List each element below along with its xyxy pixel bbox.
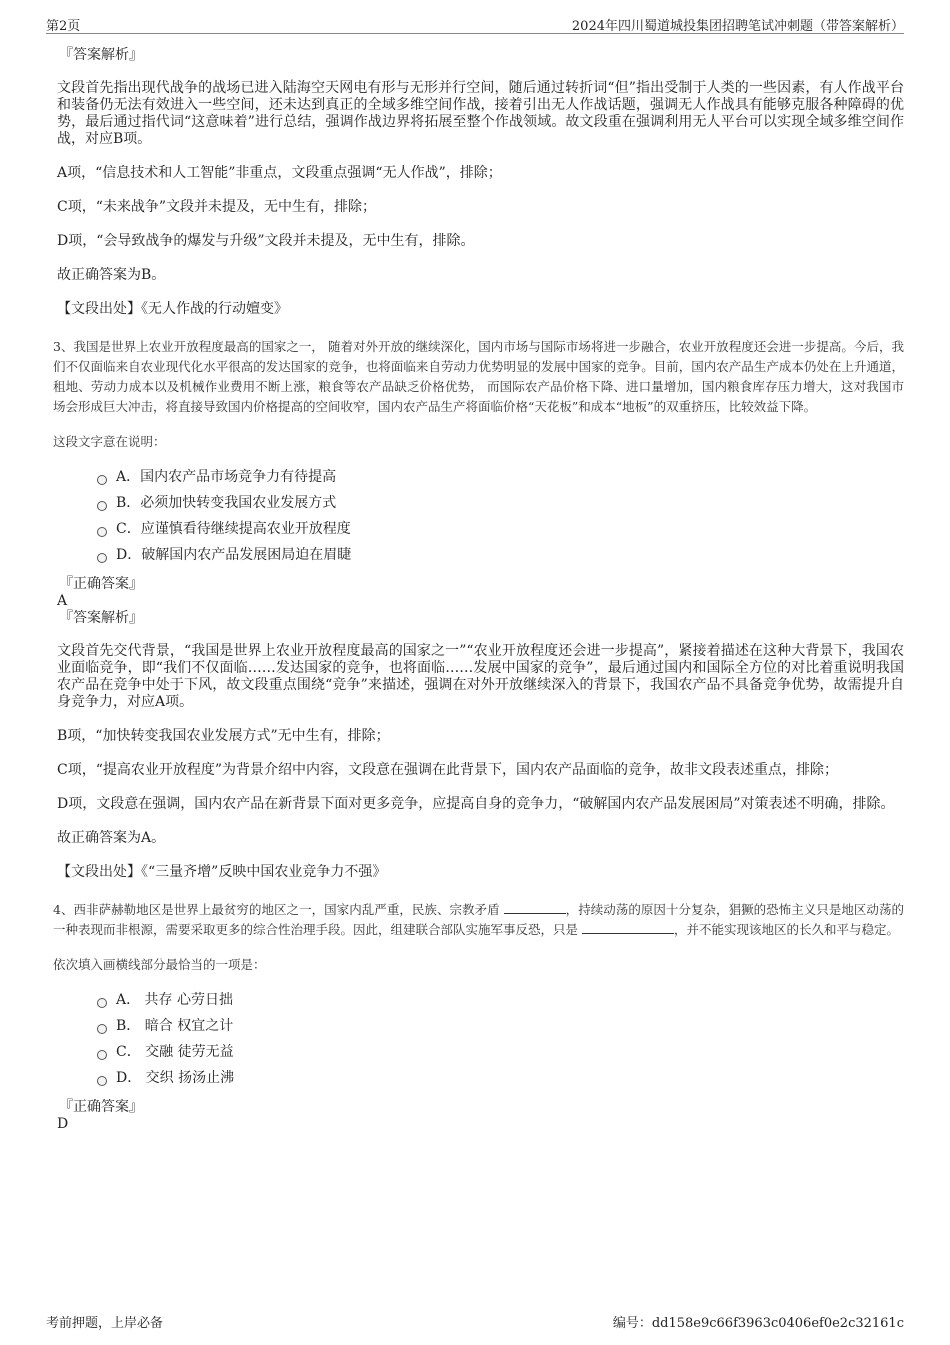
q3-option-c-label: C．应谨慎看待继续提高农业开放程度 [116, 521, 351, 537]
q4-option-c[interactable] [97, 1039, 904, 1065]
q3-option-b[interactable] [97, 490, 904, 516]
radio-icon[interactable] [97, 1050, 107, 1060]
radio-icon[interactable] [97, 501, 107, 511]
q4-stem-part2: ，持续动荡的原因十分复杂，猖獗的恐怖主义只是地区动荡的一种表现而非根源，需要采取更多的综合性治理手段。因此，组建联合部队实施军事反恐，只是 [53, 902, 904, 937]
blank-line-2 [582, 921, 674, 934]
q2-source: 【文段出处】《无人作战的行动嬗变》 [57, 301, 288, 317]
radio-icon[interactable] [97, 553, 107, 563]
q3-option-b-label: B．必须加快转变我国农业发展方式 [116, 495, 337, 511]
q3-option-c-note: C项，“提高农业开放程度”为背景介绍中内容，文段意在强调在此背景下，国内农产品面临的竞争，故非文段表述重点，排除； [57, 762, 839, 778]
q4-option-d-label: D． 交织 扬汤止沸 [116, 1070, 235, 1086]
q3-option-d-label: D．破解国内农产品发展困局迫在眉睫 [116, 547, 352, 563]
page-number: 第2页 [46, 19, 81, 34]
document-id: 编号：dd158e9c66f3963c0406ef0e2c32161c [612, 1316, 904, 1331]
q3-analysis-text: 文段首先交代背景，“我国是世界上农业开放程度最高的国家之一”“农业开放程度还会进一步提高”，紧接着描述在这种大背景下，我国农业面临竞争，即“我们不仅面临……发达国家的竞争，也将面临……发展中国家的竞争”，最后通过国内和国际全方位的对比着重说明我国农产品在竞争中处于下风，故文段重点围绕“竞争”来描述，强调在对外开放继续深入的背景下，我国农产品不具备竞争优势，故需提升自身竞争力，对应A项。 [57, 643, 904, 710]
q3-source: 【文段出处】《“三量齐增”反映中国农业竞争力不强》 [57, 864, 387, 880]
q3-answer: A [57, 593, 68, 609]
q3-answer-label: 『正确答案』 [59, 576, 143, 592]
q3-conclusion: 故正确答案为A。 [57, 830, 166, 846]
q3-question: 这段文字意在说明： [53, 434, 166, 449]
q3-options [57, 464, 904, 568]
q2-conclusion: 故正确答案为B。 [57, 267, 166, 283]
q3-stem: 3、我国是世界上农业开放程度最高的国家之一， 随着对外开放的继续深化，国内市场与国际市场将进一步融合，农业开放程度还会进一步提高。今后，我们不仅面临来自农业现代化水平很高的发达国家的竞争，也将面临来自劳动力优势明显的发展中国家的竞争。目前，国内农产品生产成本仍处在上升通道，租地、劳动力成本以及机械作业费用不断上涨，粮食等农产品缺乏价格优势， 而国际农产品价格下降、进口量增加，国内粮食库存压力增大，这对我国市场会形成巨大冲击，将直接导致国内价格提高的空间收窄，国内农产品生产将面临价格“天花板”和成本“地板”的双重挤压，比较效益下降。 [53, 339, 904, 414]
document-title: 2024年四川蜀道城投集团招聘笔试冲刺题（带答案解析） [571, 19, 904, 34]
page-header [46, 13, 904, 34]
radio-icon[interactable] [97, 1076, 107, 1086]
footer-slogan: 考前押题，上岸必备 [46, 1316, 164, 1331]
main-content [53, 47, 904, 1133]
q4-option-b-label: B． 暗合 权宜之计 [116, 1018, 234, 1034]
q4-option-a[interactable] [97, 987, 904, 1013]
q3-option-d-note: D项，文段意在强调，国内农产品在新背景下面对更多竞争，应提高自身的竞争力，“破解国内农产品发展困局”对策表述不明确，排除。 [57, 796, 895, 812]
radio-icon[interactable] [97, 475, 107, 485]
blank-line-1 [504, 901, 566, 914]
q3-analysis-label: 『答案解析』 [59, 610, 143, 626]
radio-icon[interactable] [97, 998, 107, 1008]
q2-analysis-text: 文段首先指出现代战争的战场已进入陆海空天网电有形与无形并行空间，随后通过转折词“但”指出受制于人类的一些因素，有人作战平台和装备仍无法有效进入一些空间，还未达到真正的全域多维空间作战，接着引出无人作战话题，强调无人作战具有能够克服各种障碍的优势，最后通过指代词“这意味着”进行总结，强调作战边界将拓展至整个作战领域。故文段重在强调利用无人平台可以实现全域多维空间作战，对应B项。 [57, 80, 904, 147]
q4-option-c-label: C． 交融 徒劳无益 [116, 1044, 234, 1060]
q4-answer-label: 『正确答案』 [59, 1099, 143, 1115]
q3-option-a[interactable] [97, 464, 904, 490]
q3-option-d[interactable] [97, 542, 904, 568]
q4-options [57, 987, 904, 1091]
q4-answer: D [57, 1116, 69, 1132]
q3-option-a-label: A．国内农产品市场竞争力有待提高 [116, 469, 337, 485]
q2-analysis-label: 『答案解析』 [59, 47, 143, 63]
q4-option-d[interactable] [97, 1065, 904, 1091]
q4-question: 依次填入画横线部分最恰当的一项是： [53, 957, 266, 972]
q2-option-c-note: C项，“未来战争”文段并未提及，无中生有，排除； [57, 199, 377, 215]
q3-option-c[interactable] [97, 516, 904, 542]
q4-stem-part3: ，并不能实现该地区的长久和平与稳定。 [673, 922, 899, 937]
radio-icon[interactable] [97, 527, 107, 537]
q4-option-b[interactable] [97, 1013, 904, 1039]
q4-option-a-label: A． 共存 心劳日拙 [116, 992, 234, 1008]
q2-option-a-note: A项，“信息技术和人工智能”非重点，文段重点强调“无人作战”，排除； [57, 165, 502, 181]
radio-icon[interactable] [97, 1024, 107, 1034]
q4-stem-part1: 4、西非萨赫勒地区是世界上最贫穷的地区之一，国家内乱严重，民族、宗教矛盾 [53, 902, 504, 917]
q3-option-b-note: B项，“加快转变我国农业发展方式”无中生有，排除； [57, 728, 390, 744]
q4-stem [53, 900, 904, 940]
q2-option-d-note: D项，“会导致战争的爆发与升级”文段并未提及，无中生有，排除。 [57, 233, 475, 249]
